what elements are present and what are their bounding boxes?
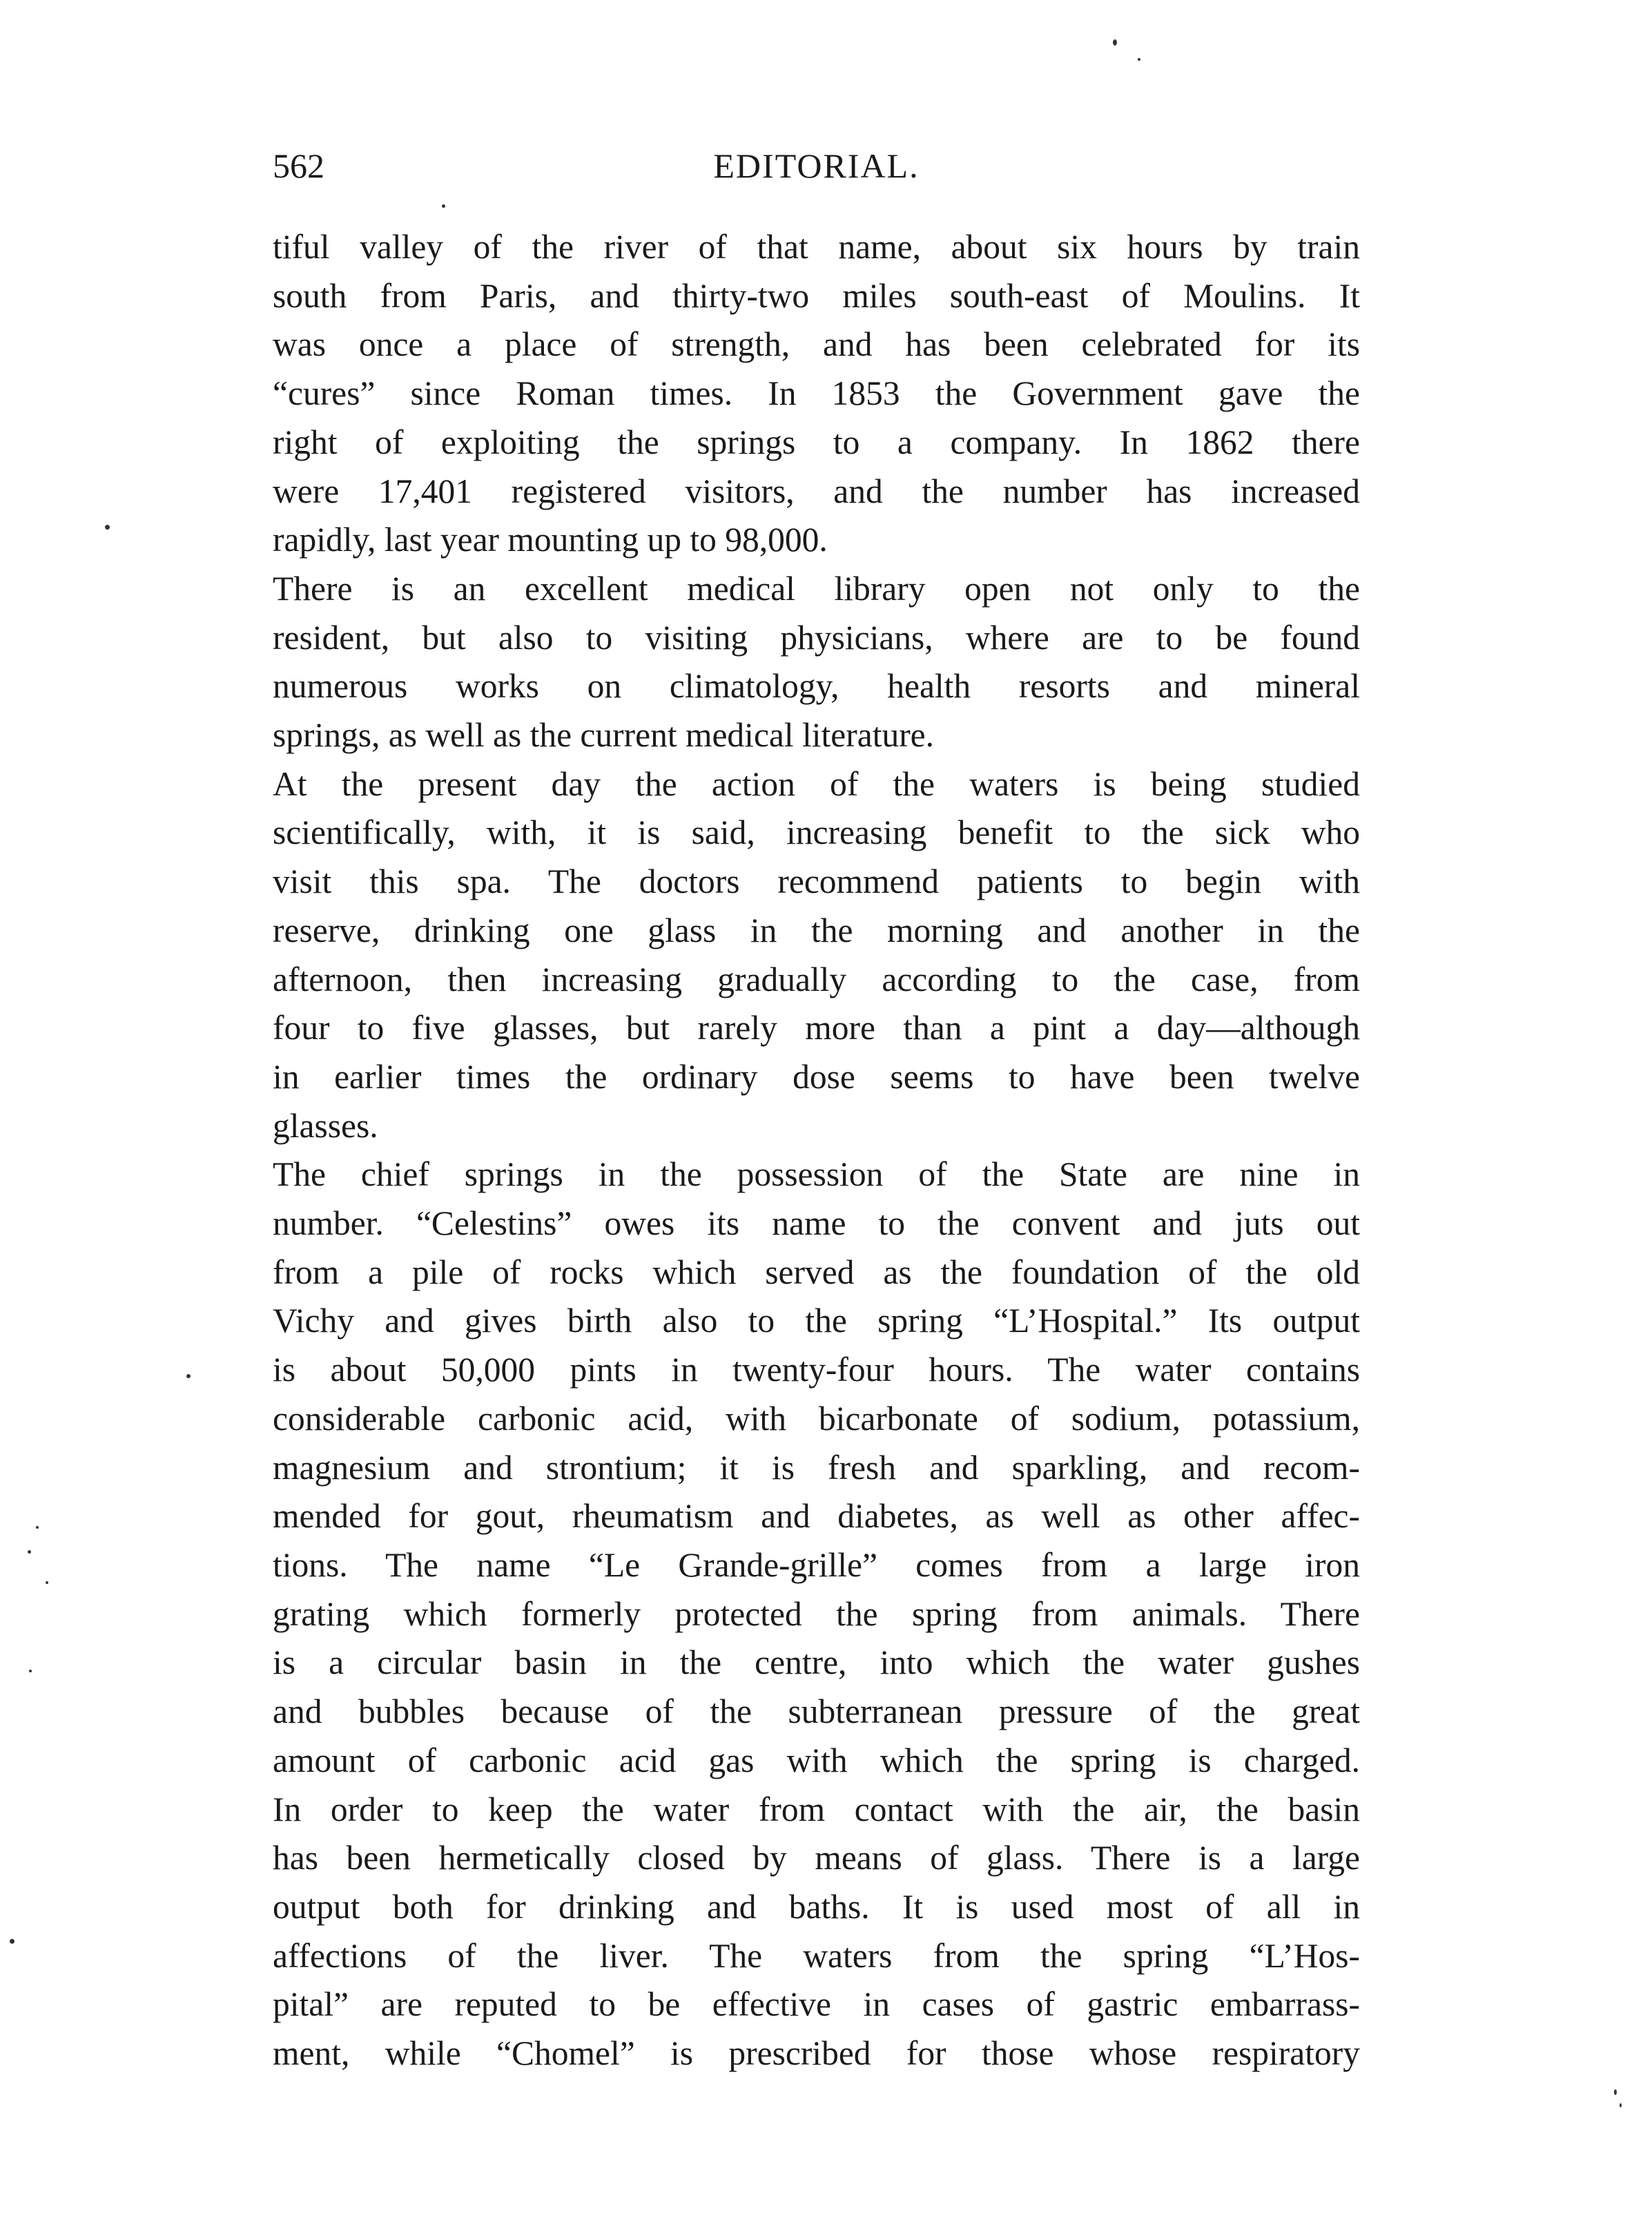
text-line: affections of the liver. The waters from the spring “L’Hos- [273, 1936, 1360, 1975]
text-line: in earlier times the ordinary dose seems to have been twelve [273, 1057, 1360, 1096]
text-line: grating which formerly protected the spring from animals. There [273, 1594, 1360, 1633]
text-line: and bubbles because of the subterranean pressure of the great [273, 1692, 1360, 1731]
text-line: number. “Celestins” owes its name to the convent and juts out [273, 1204, 1360, 1243]
body-text [273, 223, 1360, 2078]
scan-speck [29, 1670, 32, 1672]
text-line: “cures” since Roman times. In 1853 the Government gave the [273, 374, 1360, 413]
text-line: output both for drinking and baths. It is used most of all in [273, 1887, 1360, 1926]
text-line: tiful valley of the river of that name, about six hours by train [273, 228, 1360, 266]
text-line: were 17,401 registered visitors, and the number has increased [273, 472, 1360, 510]
text-line: numerous works on climatology, health resorts and mineral [273, 667, 1360, 706]
text-line: afternoon, then increasing gradually according to the case, from [273, 960, 1360, 998]
text-line: has been hermetically closed by means of glass. There is a large [273, 1839, 1360, 1877]
scan-speck [10, 1939, 14, 1944]
scan-speck [1138, 58, 1140, 61]
scan-speck [28, 1550, 31, 1554]
text-line: considerable carbonic acid, with bicarbonate of sodium, potassium, [273, 1399, 1360, 1438]
scan-speck [1620, 2103, 1622, 2107]
text-line: The chief springs in the possession of the State are nine in [273, 1155, 1360, 1194]
text-line: In order to keep the water from contact with the air, the basin [273, 1790, 1360, 1828]
scan-speck [1614, 2089, 1617, 2095]
scan-speck [105, 525, 110, 530]
scan-speck [442, 204, 445, 208]
text-line: scientifically, with, it is said, increasing benefit to the sick who [273, 813, 1360, 852]
text-line: reserve, drinking one glass in the morning and another in the [273, 911, 1360, 949]
text-line: pital” are reputed to be effective in cases of gastric embarrass- [273, 1985, 1360, 2024]
scan-speck [1113, 39, 1117, 46]
text-line: right of exploiting the springs to a company. In 1862 there [273, 423, 1360, 461]
scan-speck [46, 1581, 48, 1584]
text-line: tions. The name “Le Grande-grille” comes from a large iron [273, 1545, 1360, 1584]
text-line: magnesium and strontium; it is fresh and sparkling, and recom- [273, 1448, 1360, 1487]
section-title: EDITORIAL. [713, 146, 920, 185]
text-line: mended for gout, rheumatism and diabetes, as well as other affec- [273, 1497, 1360, 1536]
text-line: At the present day the action of the waters is being studied [273, 764, 1360, 803]
text-line: was once a place of strength, and has been celebrated for its [273, 325, 1360, 364]
text-line: is a circular basin in the centre, into which the water gushes [273, 1643, 1360, 1682]
text-line: is about 50,000 pints in twenty-four hours. The water contains [273, 1351, 1360, 1389]
text-line: glasses. [273, 1106, 378, 1145]
text-line: from a pile of rocks which served as the foundation of the old [273, 1253, 1360, 1291]
text-line: Vichy and gives birth also to the spring “L’Hospital.” Its output [273, 1302, 1360, 1340]
text-line: resident, but also to visiting physicians, where are to be found [273, 618, 1360, 657]
text-line: springs, as well as the current medical literature. [273, 716, 935, 755]
scan-speck [36, 1526, 39, 1529]
scan-speck [186, 1374, 191, 1378]
text-line: There is an excellent medical library open not only to the [273, 569, 1360, 608]
text-line: amount of carbonic acid gas with which the spring is charged. [273, 1741, 1360, 1779]
text-line: south from Paris, and thirty-two miles south-east of Moulins. It [273, 276, 1360, 315]
text-line: ment, while “Chomel” is prescribed for those whose respiratory [273, 2034, 1360, 2073]
page-number: 562 [273, 146, 324, 185]
text-line: rapidly, last year mounting up to 98,000. [273, 521, 828, 559]
text-line: four to five glasses, but rarely more than a pint a day—although [273, 1009, 1360, 1047]
running-head [273, 142, 1360, 190]
text-line: visit this spa. The doctors recommend patients to begin with [273, 862, 1360, 901]
